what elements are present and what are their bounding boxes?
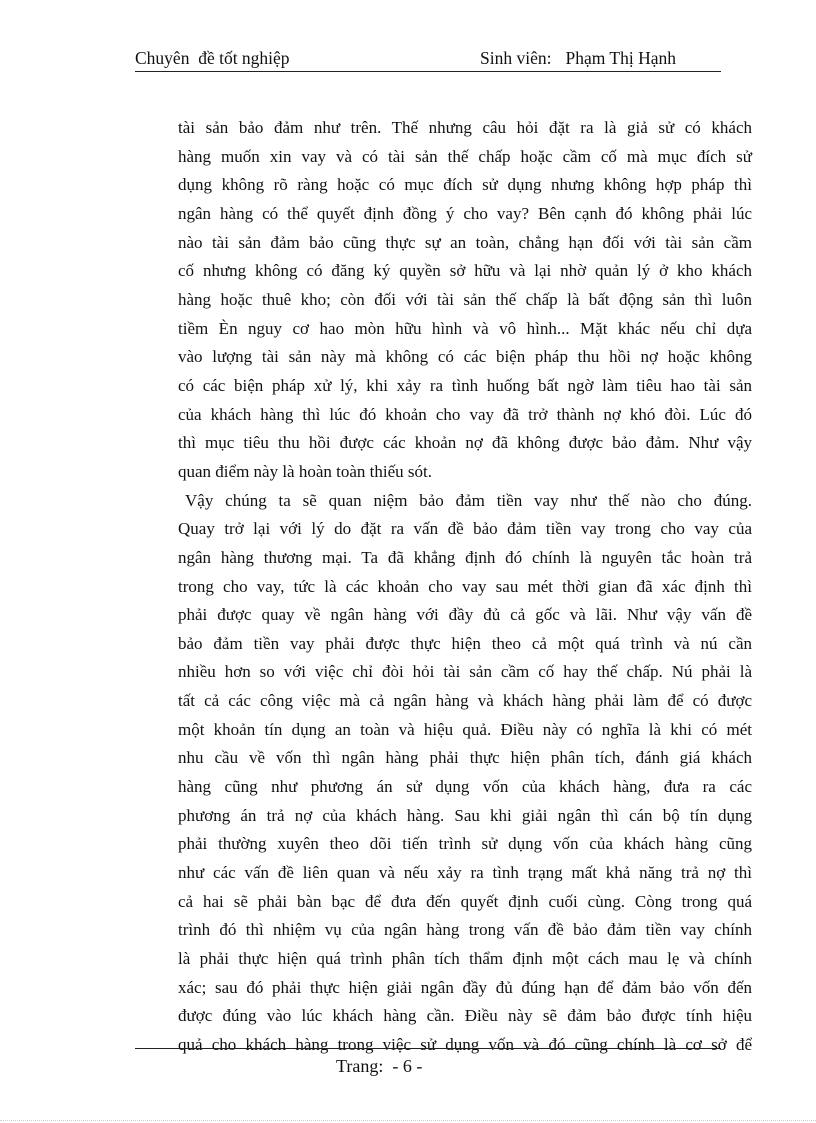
text-line: tiềm Èn nguy cơ hao mòn hữu hình và vô hình... Mặt khác nếu chỉ dựa [178,318,752,338]
text-line: nhiều hơn so với việc chỉ đòi hỏi tài sản cầm cố hay thế chấp. Nú phải là [178,662,752,682]
text-line: tài sản bảo đảm như trên. Thế nhưng câu hỏi đặt ra là giả sử có khách [178,118,752,137]
text-line: hàng cũng như phương án sử dụng vốn của khách hàng, đưa ra các [178,777,752,797]
text-line: quả cho khách hàng trong việc sử dụng vốn và đó cũng chính là cơ sở để [178,1035,752,1054]
text-line: như các vấn đề liên quan và nếu xảy ra tình trạng mất khả năng trả nợ thì [178,863,752,883]
body-text [178,114,752,1060]
text-line: xác; sau đó phải thực hiện giải ngân đầy đủ đúng hạn để đảm bảo vốn đến [178,977,752,997]
footer-divider [135,1048,721,1049]
text-line: hàng muốn xin vay và có tài sản thế chấp hoặc cầm cố mà mục đích sử [178,146,752,166]
text-line: phương án trả nợ của khách hàng. Sau khi giải ngân thì cán bộ tín dụng [178,805,752,825]
text-line: cả hai sẽ phải bàn bạc để đưa đến quyết định cuối cùng. Còng trong quá [178,891,752,911]
student-name: Phạm Thị Hạnh [565,48,676,68]
text-line: quan điểm này là hoàn toàn thiếu sót. [178,461,432,481]
text-line: một khoản tín dụng an toàn và hiệu quả. Điều này có nghĩa là khi có mét [178,719,752,739]
page-footer [336,1056,422,1077]
text-line: được đúng vào lúc khách hàng cần. Điều này sẽ đảm bảo được tính hiệu [178,1006,752,1026]
text-line: hàng hoặc thuê kho; còn đối với tài sản thế chấp là bất động sản thì luôn [178,289,752,309]
text-line: phải được quay về ngân hàng với đầy đủ cả gốc và lãi. Như vậy vấn đề [178,605,752,625]
text-line: dụng không rõ ràng hoặc có mục đích sử dụng nhưng không hợp pháp thì [178,175,752,195]
text-line: vào lượng tài sản này mà không có các biện pháp thu hồi nợ hoặc không [178,347,752,367]
text-line: ngân hàng có thể quyết định đồng ý cho vay? Bên cạnh đó không phải lúc [178,203,752,223]
text-line: trong cho vay, tức là các khoản cho vay sau mét thời gian đã xác định thì [178,576,752,596]
student-label: Sinh viên: [480,48,552,68]
text-line: thì mục tiêu thu hồi được các khoản nợ đã không được bảo đảm. Như vậy [178,433,752,453]
text-line: nhu cầu về vốn thì ngân hàng phải thực hiện phân tích, đánh giá khách [178,748,752,768]
text-line: trình đó thì nhiệm vụ của ngân hàng trong vấn đề bảo đảm tiền vay chính [178,920,752,940]
student-info [480,48,676,69]
text-line: ngân hàng thương mại. Ta đã khẳng định đó chính là nguyên tắc hoàn trả [178,547,752,567]
page-break-divider [0,1120,816,1121]
text-line: tất cả các công việc mà cả ngân hàng và khách hàng phải làm để có được [178,691,752,711]
text-line: nào tài sản đảm bảo cũng thực sự an toàn, chẳng hạn đối với tài sản cầm [178,232,752,252]
text-line: Vậy chúng ta sẽ quan niệm bảo đảm tiền vay như thế nào cho đúng. [185,490,752,510]
text-line: là phải thực hiện quá trình phân tích thẩm định một cách mau lẹ và chính [178,949,752,969]
page-header [135,47,721,72]
text-line: có các biện pháp xử lý, khi xảy ra tình huống bất ngờ làm tiêu hao tài sản [178,375,752,395]
text-line: Quay trở lại với lý do đặt ra vấn đề bảo đảm tiền vay trong cho vay của [178,519,752,539]
text-line: cố nhưng không có đăng ký quyền sở hữu và lại nhờ quản lý ở kho khách [178,261,752,281]
text-line: bảo đảm tiền vay phải được thực hiện theo cả một quá trình và nú cần [178,633,752,653]
text-line: phải thường xuyên theo dõi tiến trình sử dụng vốn của khách hàng cũng [178,834,752,854]
page-label: Trang: [336,1056,384,1076]
page-number: - 6 - [392,1056,423,1076]
document-title: Chuyên đề tốt nghiệp [135,48,290,68]
text-line: của khách hàng thì lúc đó khoản cho vay đã trở thành nợ khó đòi. Lúc đó [178,404,752,424]
